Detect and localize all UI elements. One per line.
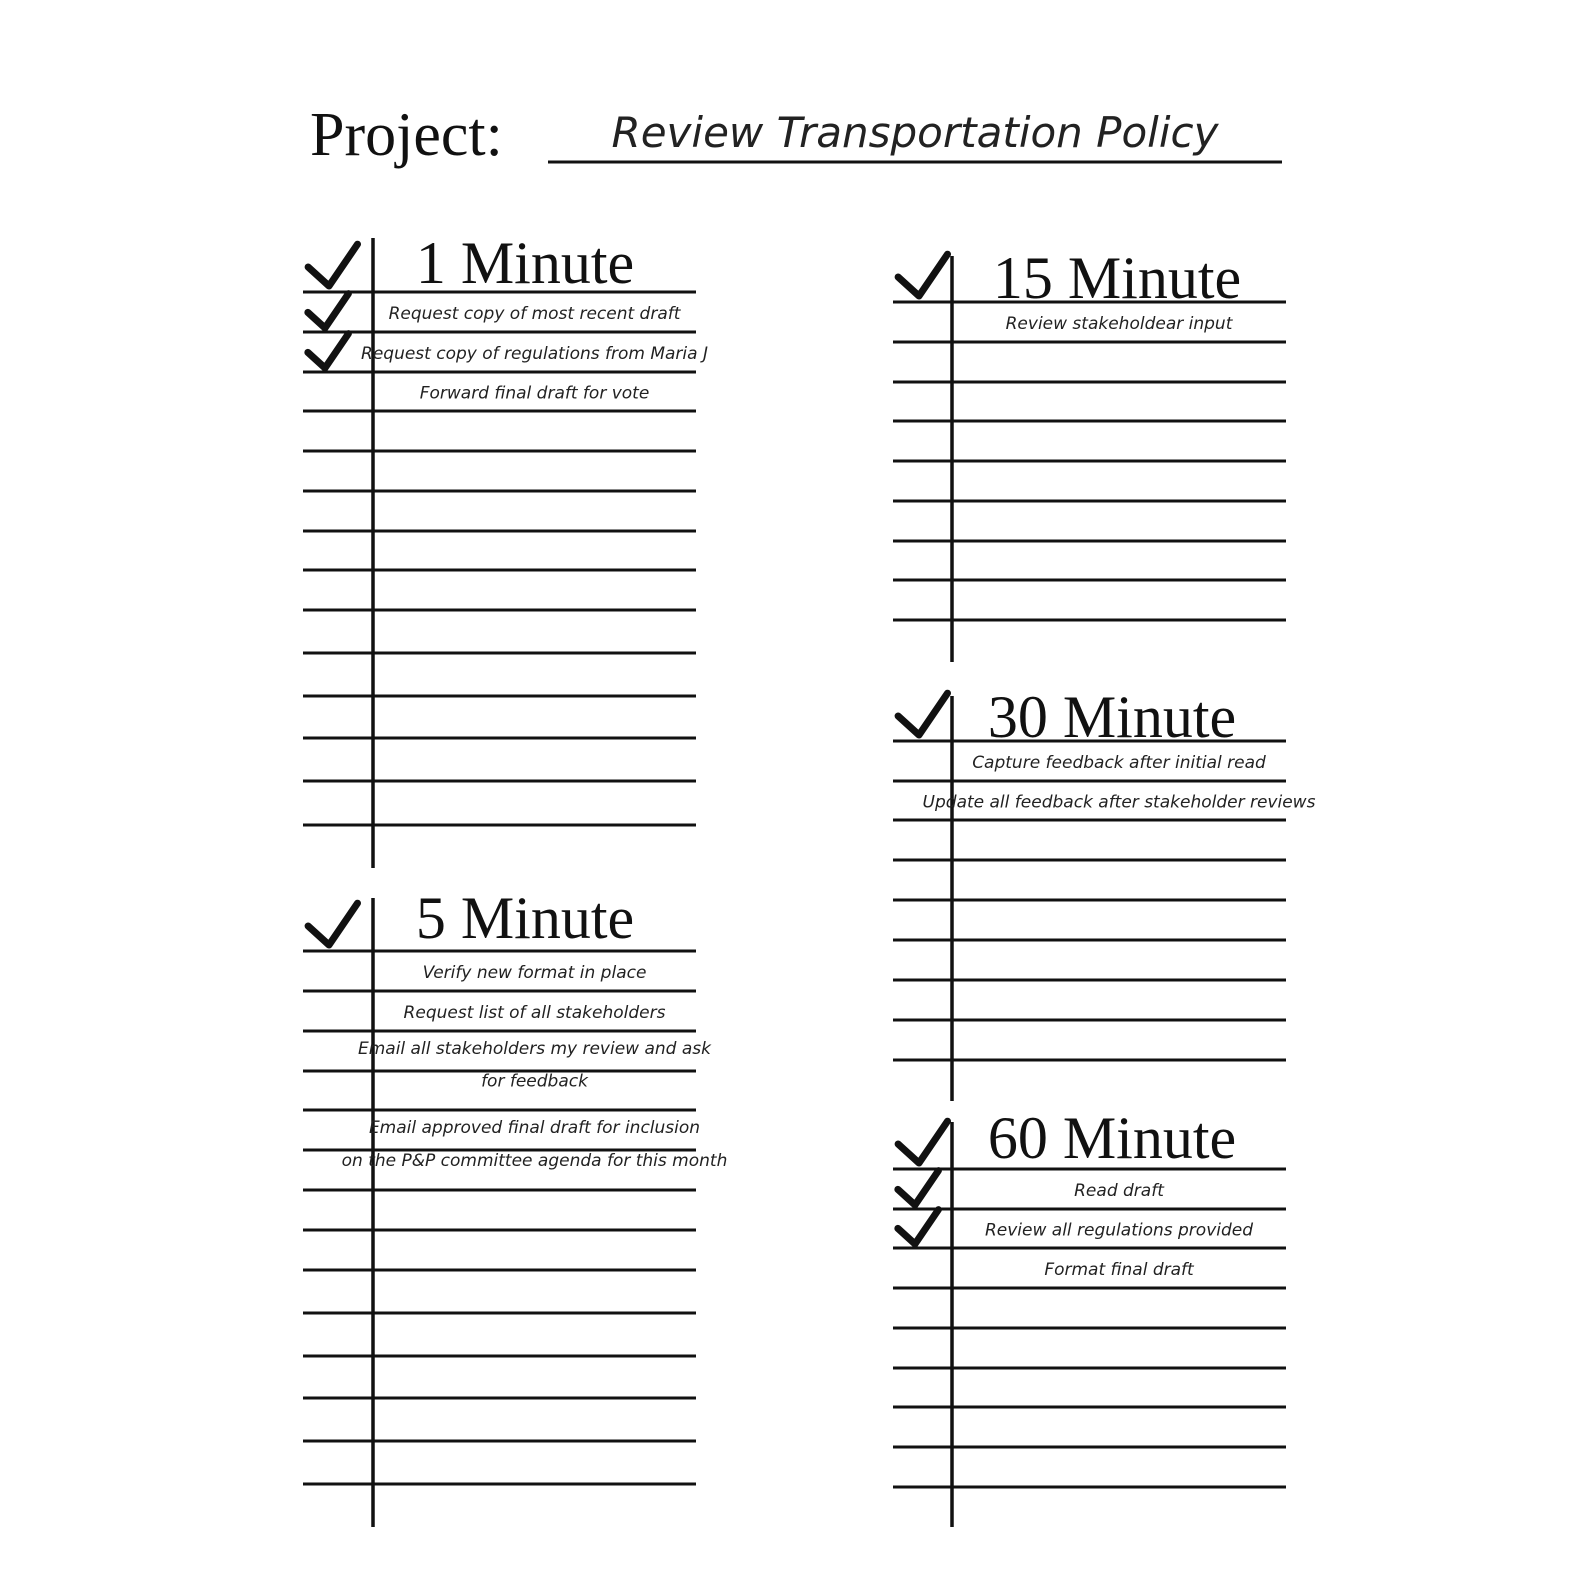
section-60-minute [893, 1105, 1286, 1527]
section-30-minute [893, 684, 1316, 1101]
task-text: Review stakeholdear input [1005, 314, 1233, 335]
project-header [310, 101, 1282, 169]
task-checkmark-icon[interactable] [308, 334, 349, 368]
task-text: Update all feedback after stakeholder reviews [922, 792, 1316, 813]
task-text: for feedback [481, 1071, 588, 1092]
section-title: 15 Minute [992, 245, 1242, 311]
section-checkmark-icon[interactable] [308, 903, 357, 945]
section-15-minute [893, 245, 1286, 662]
task-checkmark-icon[interactable] [898, 1210, 939, 1244]
task-text: Verify new format in place [422, 963, 647, 984]
task-text: on the P&P committee agenda for this month [341, 1151, 728, 1171]
section-title: 5 Minute [415, 885, 635, 951]
task-checkmark-icon[interactable] [898, 1171, 939, 1205]
task-text: Request copy of regulations from Maria J [361, 344, 708, 365]
project-name: Review Transportation Policy [611, 108, 1219, 157]
section-checkmark-icon[interactable] [898, 693, 947, 735]
section-checkmark-icon[interactable] [898, 1121, 947, 1163]
task-text: Email approved final draft for inclusion [368, 1118, 701, 1139]
task-text: Read draft [1074, 1181, 1164, 1202]
task-text: Capture feedback after initial read [972, 753, 1266, 774]
task-text: Forward final draft for vote [419, 383, 650, 404]
section-1-minute [303, 230, 708, 868]
task-text: Email all stakeholders my review and ask [357, 1039, 712, 1060]
task-text: Format final draft [1044, 1260, 1194, 1281]
section-checkmark-icon[interactable] [898, 254, 947, 296]
section-title: 1 Minute [415, 230, 635, 296]
section-checkmark-icon[interactable] [308, 244, 357, 286]
task-text: Request list of all stakeholders [403, 1003, 666, 1024]
section-title: 30 Minute [987, 684, 1237, 750]
task-checkmark-icon[interactable] [308, 294, 349, 328]
task-text: Review all regulations provided [984, 1220, 1254, 1241]
section-title: 60 Minute [987, 1105, 1237, 1171]
task-text: Request copy of most recent draft [388, 304, 681, 325]
timed-task-sections [303, 230, 1316, 1527]
project-label: Project: [310, 101, 503, 169]
section-5-minute [303, 885, 727, 1527]
